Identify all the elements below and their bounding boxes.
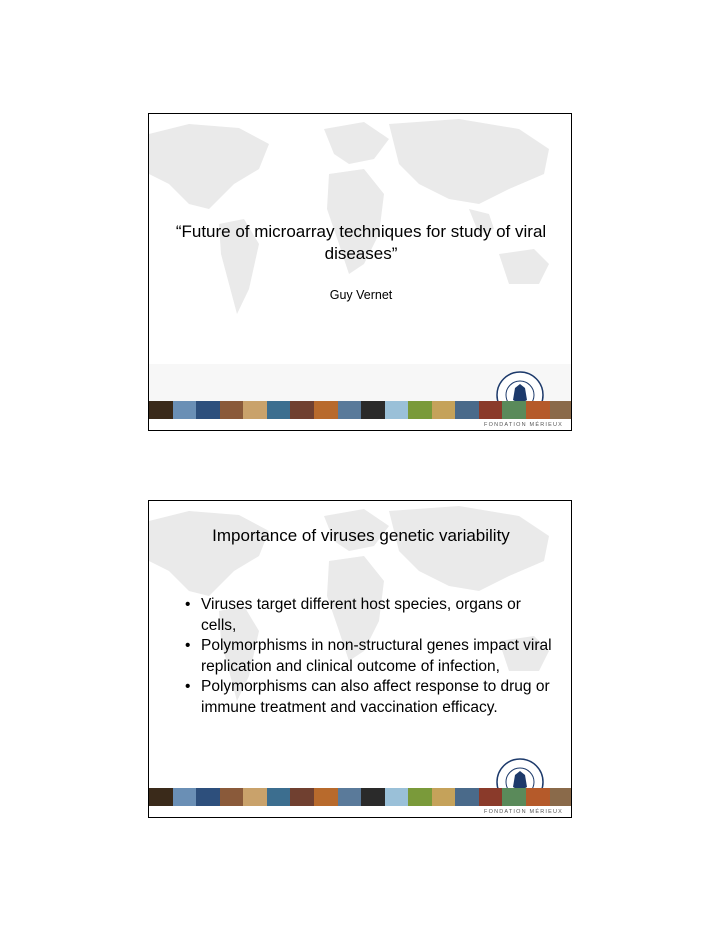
slide-1 <box>148 113 572 431</box>
footer-text: FONDATION MÉRIEUX <box>484 809 563 815</box>
slide-2 <box>148 500 572 818</box>
author-name: Guy Vernet <box>329 288 393 302</box>
photo-strip <box>149 788 572 806</box>
slide-title: “Future of microarray techniques for study of viral diseases” <box>175 222 547 263</box>
bullet-list <box>185 595 555 718</box>
bullet-item: • Polymorphisms in non-structural genes impact viral replication and clinical outcome of infection, <box>185 636 555 677</box>
photo-strip <box>149 401 572 419</box>
bullet-item: • Polymorphisms can also affect response to drug or immune treatment and vaccination efficacy. <box>185 677 555 718</box>
footer-text: FONDATION MÉRIEUX <box>484 422 563 428</box>
bullet-item: • Viruses target different host species, organs or cells, <box>185 595 555 636</box>
slide-title: Importance of viruses genetic variability <box>212 526 510 545</box>
